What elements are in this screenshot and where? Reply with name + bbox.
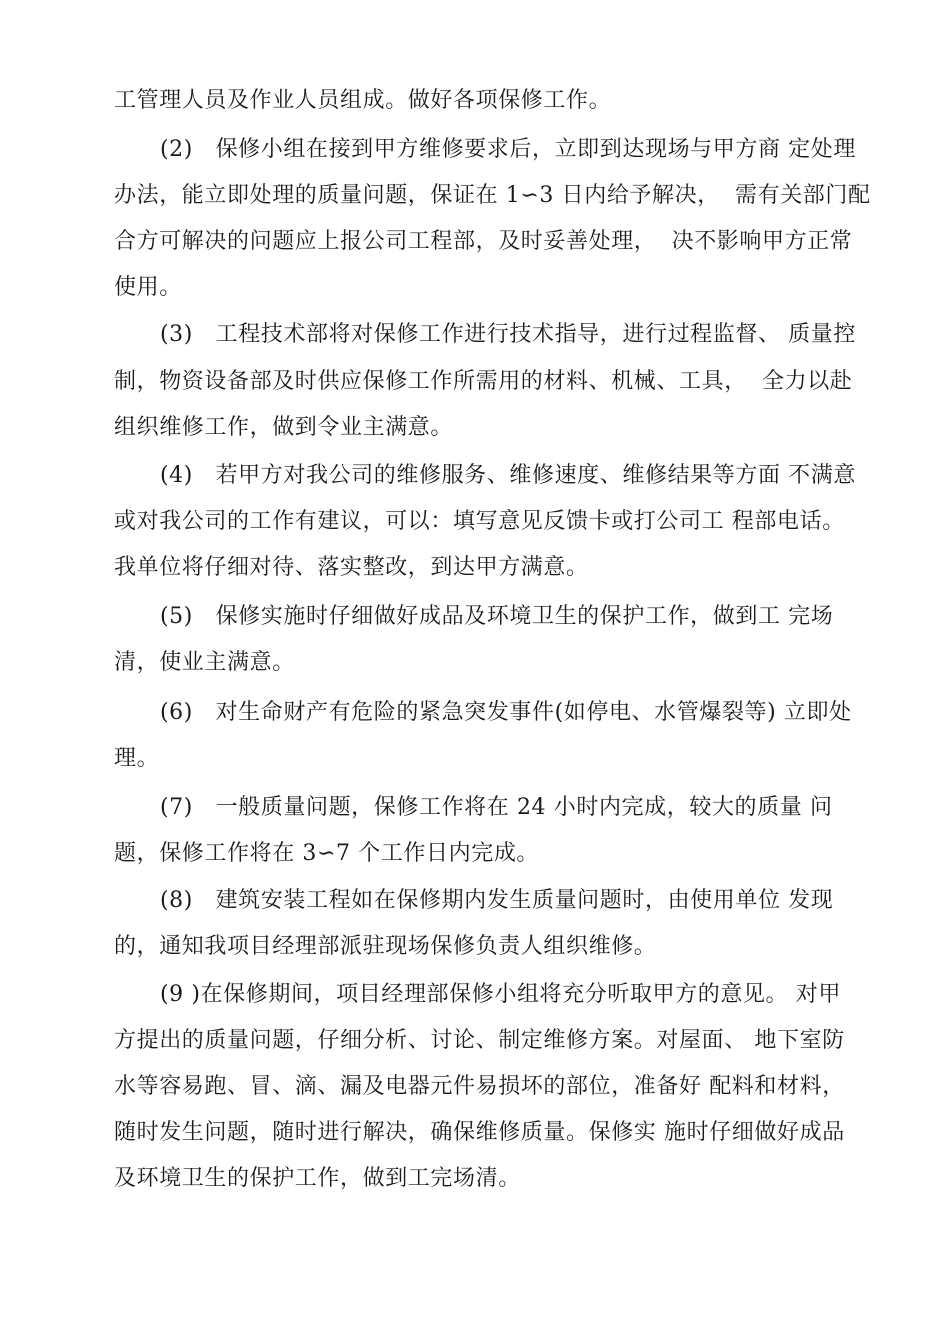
text-line: 的，通知我项目经理部派驻现场保修负责人组织维修。	[114, 934, 657, 959]
text-line: (2) 保修小组在接到甲方维修要求后，立即到达现场与甲方商 定处理	[160, 137, 856, 162]
text-line: 组织维修工作，做到令业主满意。	[114, 415, 454, 440]
text-line: 制，物资设备部及时供应保修工作所需用的材料、机械、工具， 全力以赴	[114, 369, 853, 394]
text-line: 使用。	[114, 275, 182, 300]
text-line: 随时发生问题，随时进行解决，确保维修质量。保修实 施时仔细做好成品	[114, 1120, 845, 1145]
text-line: 或对我公司的工作有建议，可以：填写意见反馈卡或打公司工 程部电话。	[114, 509, 845, 534]
text-line: 我单位将仔细对待、落实整改，到达甲方满意。	[114, 555, 589, 580]
text-line: (7) 一般质量问题，保修工作将在 24 小时内完成，较大的质量 问	[160, 795, 833, 820]
text-line: (9 )在保修期间，项目经理部保修小组将充分听取甲方的意见。 对甲	[160, 982, 841, 1007]
text-line: 工管理人员及作业人员组成。做好各项保修工作。	[114, 88, 612, 113]
text-line: 方提出的质量问题，仔细分析、讨论、制定维修方案。对屋面、 地下室防	[114, 1028, 845, 1053]
text-line: 合方可解决的问题应上报公司工程部，及时妥善处理， 决不影响甲方正常	[114, 229, 853, 254]
text-line: 清，使业主满意。	[114, 650, 295, 675]
text-line: 及环境卫生的保护工作，做到工完场清。	[114, 1166, 521, 1191]
text-line: (3) 工程技术部将对保修工作进行技术指导，进行过程监督、 质量控	[160, 322, 856, 347]
text-line: 题，保修工作将在 3∽7 个工作日内完成。	[114, 841, 540, 866]
text-line: (6) 对生命财产有危险的紧急突发事件(如停电、水管爆裂等) 立即处	[160, 700, 852, 725]
text-line: 办法，能立即处理的质量问题，保证在 1∽3 日内给予解决， 需有关部门配	[114, 183, 871, 208]
text-line: (8) 建筑安装工程如在保修期内发生质量问题时，由使用单位 发现	[160, 888, 834, 913]
text-line: 水等容易跑、冒、滴、漏及电器元件易损坏的部位，准备好 配料和材料，	[114, 1074, 845, 1099]
text-line: (4) 若甲方对我公司的维修服务、维修速度、维修结果等方面 不满意	[160, 463, 856, 488]
text-line: 理。	[114, 746, 160, 771]
text-line: (5) 保修实施时仔细做好成品及环境卫生的保护工作，做到工 完场	[160, 604, 834, 629]
